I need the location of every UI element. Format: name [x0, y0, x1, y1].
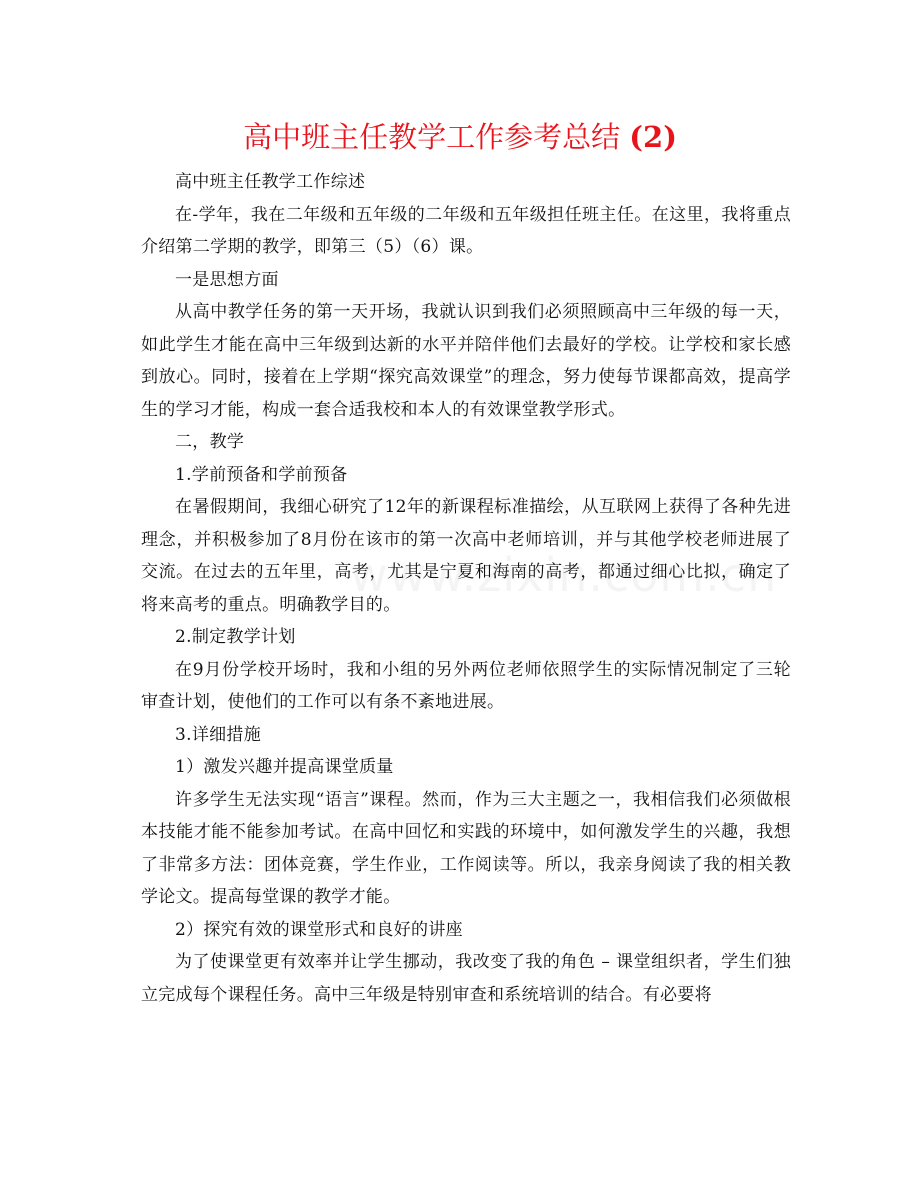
document-title — [0, 116, 920, 158]
paragraph-subheading-plan: 2.制定教学计划 — [175, 627, 296, 647]
paragraph-subheading-preparation: 1.学前预备和学前预备 — [175, 464, 348, 485]
paragraph-overview-heading: 高中班主任教学工作综述 — [175, 172, 366, 192]
paragraph-section-thought-heading: 一是思想方面 — [175, 269, 279, 290]
document-title-number: (2) — [629, 120, 677, 154]
paragraph-section-teaching-heading: 二，教学 — [175, 432, 245, 452]
document-title-text: 高中班主任教学工作参考总结 — [243, 120, 621, 154]
paragraph-intro: 在-学年，我在二年级和五年级的二年级和五年级担任班主任。在这里，我将重点介绍第二学期的教学，即第三（5）（6）课。 — [141, 204, 791, 257]
paragraph-classroom: 为了使课堂更有效率并让学生挪动，我改变了我的角色 – 课堂组织者，学生们独立完成每个课程任务。高中三年级是特别审查和系统培训的结合。有必要将 — [141, 952, 791, 1005]
paragraph-subheading-interest: 1）激发兴趣并提高课堂质量 — [175, 757, 394, 777]
paragraph-plan: 在9月份学校开场时，我和小组的另外两位老师依照学生的实际情况制定了三轮审查计划，使他们的工作可以有条不紊地进展。 — [141, 659, 791, 712]
paragraph-subheading-classroom: 2）探究有效的课堂形式和良好的讲座 — [175, 919, 463, 940]
paragraph-preparation: 在暑假期间，我细心研究了12年的新课程标准描绘，从互联网上获得了各种先进理念，并积极参加了8月份在该市的第一次高中老师培训，并与其他学校老师进展了交流。在过去的五年里，高考，尤其是宁夏和海南的高考，都通过细心比拟，确定了将来高考的重点。明确教学目的。 — [141, 497, 791, 615]
paragraph-subheading-measures: 3.详细措施 — [175, 724, 262, 745]
paragraph-interest: 许多学生无法实现“语言”课程。然而，作为三大主题之一，我相信我们必须做根本技能才能不能参加考试。在高中回忆和实践的环境中，如何激发学生的兴趣，我想了非常多方法：团体竞赛，学生作业，工作阅读等。所以，我亲身阅读了我的相关教学论文。提高每堂课的教学才能。 — [141, 789, 791, 907]
paragraph-thought: 从高中教学任务的第一天开场，我就认识到我们必须照顾高中三年级的每一天，如此学生才能在高中三年级到达新的水平并陪伴他们去最好的学校。让学校和家长感到放心。同时，接着在上学期“探究高效课堂”的理念，努力使每节课都高效，提高学生的学习才能，构成一套合适我校和本人的有效课堂教学形式。 — [141, 302, 791, 420]
document-body — [141, 166, 791, 1011]
